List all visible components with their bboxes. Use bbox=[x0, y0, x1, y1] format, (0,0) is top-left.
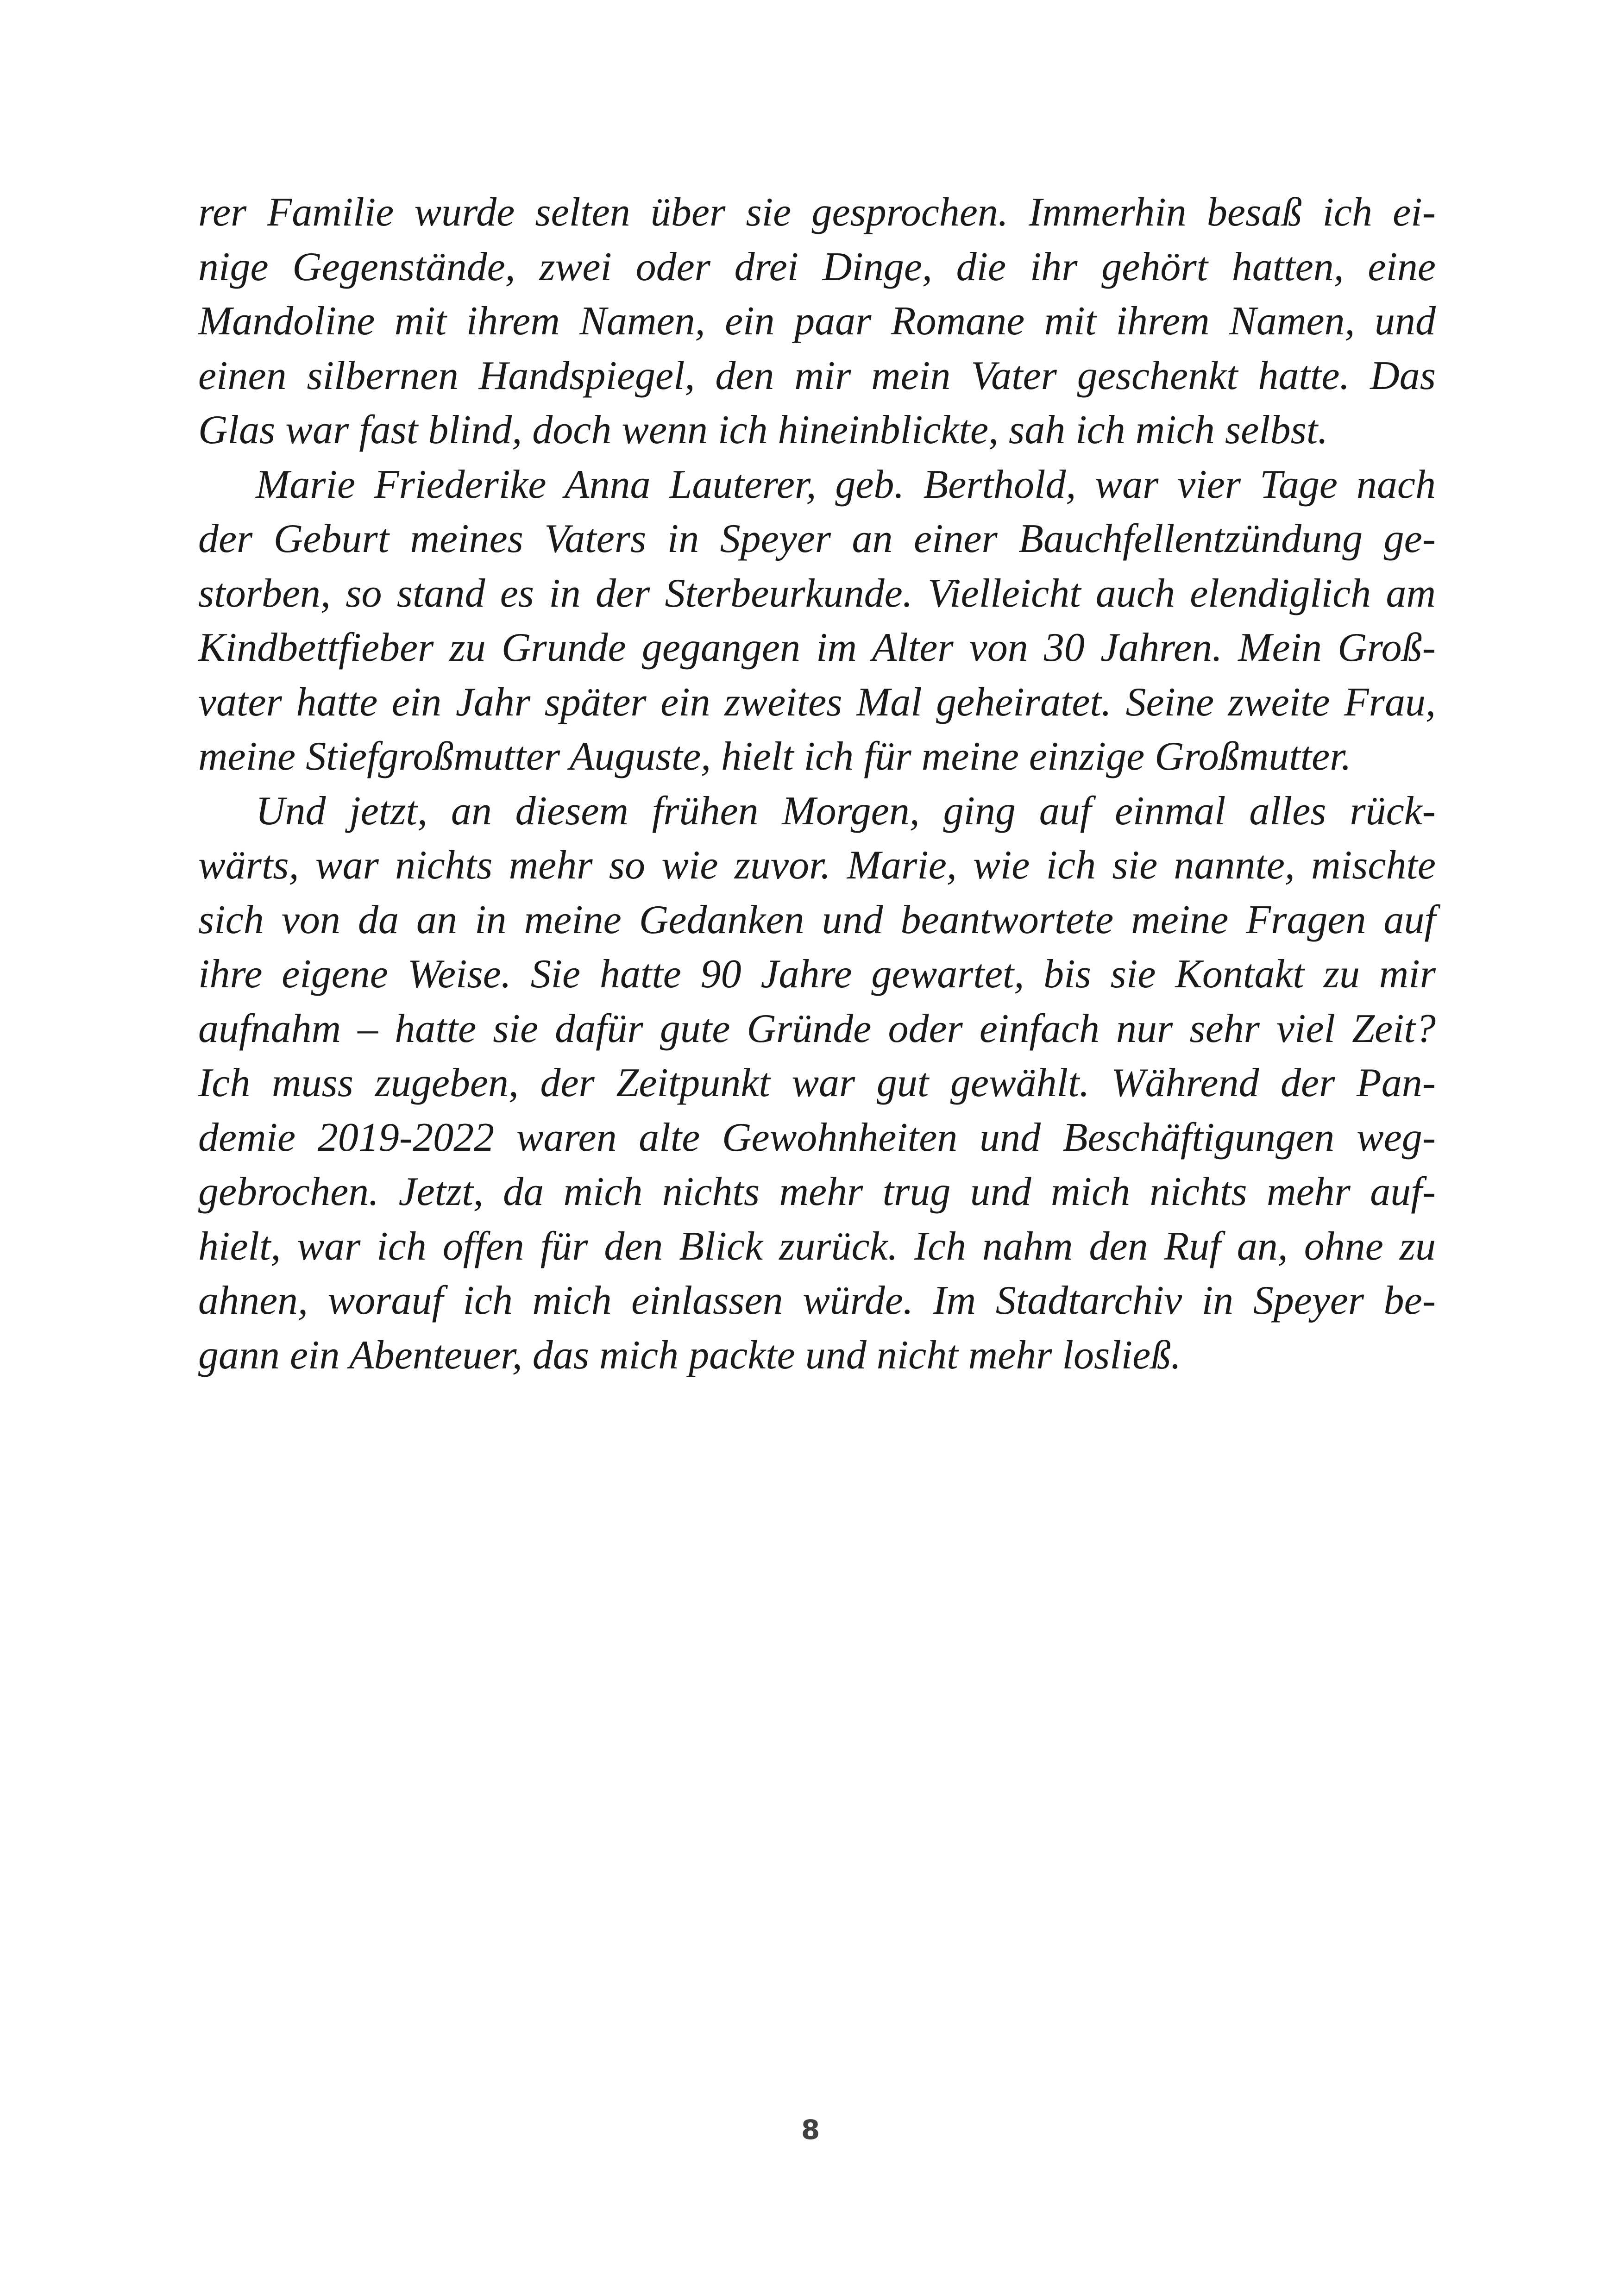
text-line: einen silbernen Handspiegel, den mir mein Vater geschenkt hatte. Das bbox=[198, 353, 1436, 398]
text-line: rer Familie wurde selten über sie gesprochen. Immerhin besaß ich ei- bbox=[198, 190, 1436, 235]
text-line: demie 2019-2022 waren alte Gewohnheiten und Beschäftigungen weg- bbox=[198, 1115, 1436, 1160]
text-line: gann ein Abenteuer, das mich packte und nicht mehr losließ. bbox=[198, 1332, 1181, 1378]
text-line: Glas war fast blind, doch wenn ich hineinblickte, sah ich mich selbst. bbox=[198, 408, 1328, 452]
text-line: der Geburt meines Vaters in Speyer an einer Bauchfellentzündung ge- bbox=[198, 516, 1436, 561]
text-line: wärts, war nichts mehr so wie zuvor. Marie, wie ich sie nannte, mischte bbox=[198, 843, 1436, 888]
paragraph-1 bbox=[198, 185, 1436, 458]
text-line: sich von da an in meine Gedanken und beantwortete meine Fragen auf bbox=[198, 897, 1436, 942]
text-line: hielt, war ich offen für den Blick zurück. Ich nahm den Ruf an, ohne zu bbox=[198, 1223, 1436, 1269]
text-line: meine Stiefgroßmutter Auguste, hielt ich für meine einzige Großmutter. bbox=[198, 734, 1351, 779]
text-line: Und jetzt, an diesem frühen Morgen, ging auf einmal alles rück- bbox=[256, 788, 1436, 834]
text-line: Ich muss zugeben, der Zeitpunkt war gut gewählt. Während der Pan- bbox=[198, 1060, 1436, 1105]
text-line: vater hatte ein Jahr später ein zweites Mal geheiratet. Seine zweite Frau, bbox=[198, 679, 1436, 725]
text-line: nige Gegenstände, zwei oder drei Dinge, die ihr gehört hatten, eine bbox=[198, 244, 1436, 289]
text-line: storben, so stand es in der Sterbeurkunde. Vielleicht auch elendiglich am bbox=[198, 571, 1436, 616]
text-line: ahnen, worauf ich mich einlassen würde. Im Stadtarchiv in Speyer be- bbox=[198, 1278, 1436, 1323]
page-number: 8 bbox=[801, 2114, 820, 2145]
paragraph-3 bbox=[198, 784, 1436, 1383]
paragraph-2 bbox=[198, 458, 1436, 784]
text-line: Marie Friederike Anna Lauterer, geb. Berthold, war vier Tage nach bbox=[256, 462, 1436, 507]
body-text bbox=[198, 185, 1436, 1382]
text-line: gebrochen. Jetzt, da mich nichts mehr trug und mich nichts mehr auf- bbox=[198, 1169, 1436, 1214]
text-line: Mandoline mit ihrem Namen, ein paar Romane mit ihrem Namen, und bbox=[198, 299, 1436, 344]
text-line: Kindbettfieber zu Grunde gegangen im Alter von 30 Jahren. Mein Groß- bbox=[198, 625, 1436, 670]
text-line: ihre eigene Weise. Sie hatte 90 Jahre gewartet, bis sie Kontakt zu mir bbox=[198, 952, 1436, 997]
text-line: aufnahm – hatte sie dafür gute Gründe oder einfach nur sehr viel Zeit? bbox=[198, 1006, 1436, 1051]
